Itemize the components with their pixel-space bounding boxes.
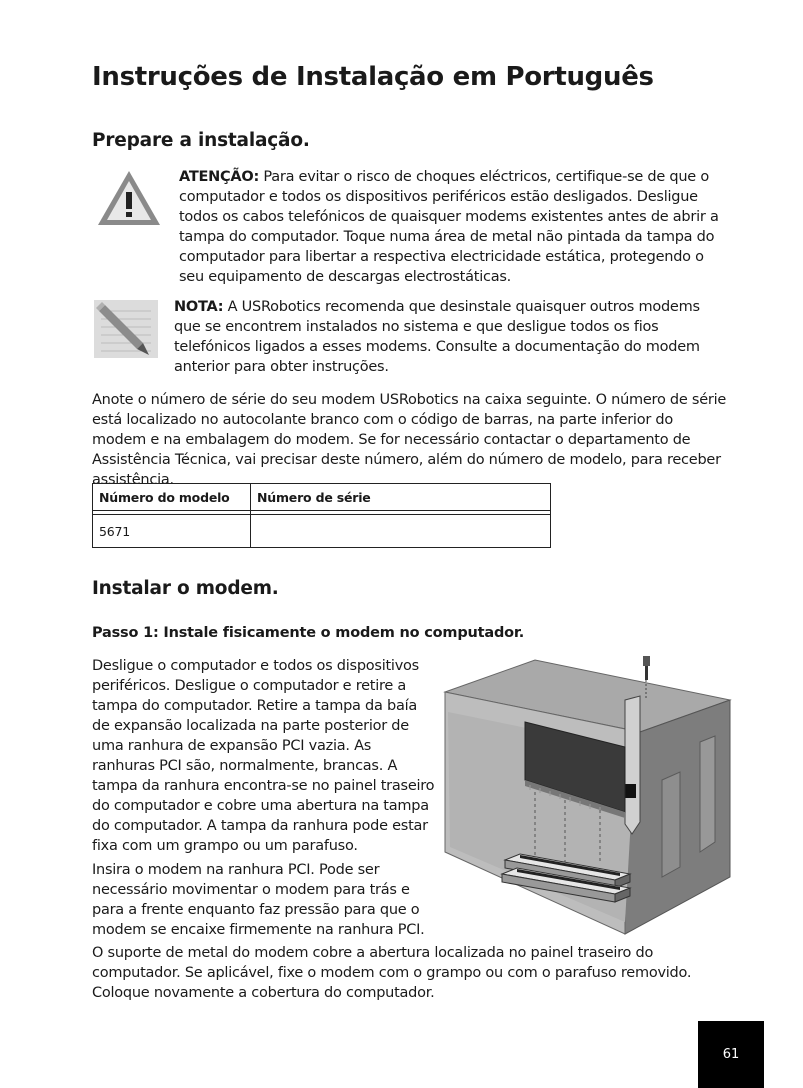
serial-instructions: Anote o número de série do seu modem USRobotics na caixa seguinte. O número de série está localizado no autocolante branco com o código de barras, na parte inferior do modem e na embalagem do modem. Se for necessário contactar o departamento de Assistência Técnica, vai precisar deste número, além do número de modelo, para receber assistência. (92, 392, 727, 488)
serial-number-cell[interactable] (251, 515, 551, 548)
model-serial-table (92, 483, 551, 548)
prepare-heading: Prepare a instalação. (92, 130, 310, 151)
warning-label: ATENÇÃO: (179, 169, 260, 185)
note-text: A USRobotics recomenda que desinstale quaisquer outros modems que se encontrem instalados no sistema e que desligue todos os fios telefónicos ligados a esses modems. Consulte a documentação do modem anterior para obter instruções. (174, 299, 700, 375)
warning-paragraph (179, 167, 729, 287)
step1-heading: Passo 1: Instale fisicamente o modem no computador. (92, 625, 525, 641)
page-title: Instruções de Instalação em Português (92, 62, 654, 92)
step1-paragraph-3: O suporte de metal do modem cobre a abertura localizada no painel traseiro do computador. Se aplicável, fixe o modem com o grampo ou com o parafuso removido. Coloque novamente a cobertura do computador. (92, 945, 692, 1001)
install-heading: Instalar o modem. (92, 578, 279, 599)
warning-text: Para evitar o risco de choques eléctricos, certifique-se de que o computador e todos os dispositivos periféricos estão desligados. Desligue todos os cabos telefónicos de quaisquer modems existentes antes de abrir a tampa do computador. Toque numa área de metal não pintada da tampa do computador para libertar a respectiva electricidade estática, protegendo o seu equipamento de descargas electrostáticas. (179, 169, 719, 285)
modem-installation-illustration (440, 652, 740, 942)
serial-column-header: Número de série (251, 484, 551, 511)
model-number-cell: 5671 (93, 515, 251, 548)
warning-icon (95, 168, 163, 228)
note-label: NOTA: (174, 299, 224, 315)
model-column-header: Número do modelo (93, 484, 251, 511)
page-number: 61 (698, 1021, 764, 1088)
step1-paragraph-1: Desligue o computador e todos os dispositivos periféricos. Desligue o computador e retire a tampa do computador. Retire a tampa da baía de expansão localizada na parte posterior de uma ranhura de expansão PCI vazia. As ranhuras PCI são, normalmente, brancas. A tampa da ranhura encontra-se no painel traseiro do computador e cobre uma abertura na tampa do computador. A tampa da ranhura pode estar fixa com um grampo ou um parafuso. (92, 658, 435, 854)
note-pencil-icon (93, 299, 159, 359)
step1-paragraph-2: Insira o modem na ranhura PCI. Pode ser necessário movimentar o modem para trás e para a frente enquanto faz pressão para que o modem se encaixe firmemente na ranhura PCI. (92, 862, 425, 938)
note-paragraph (174, 297, 726, 377)
